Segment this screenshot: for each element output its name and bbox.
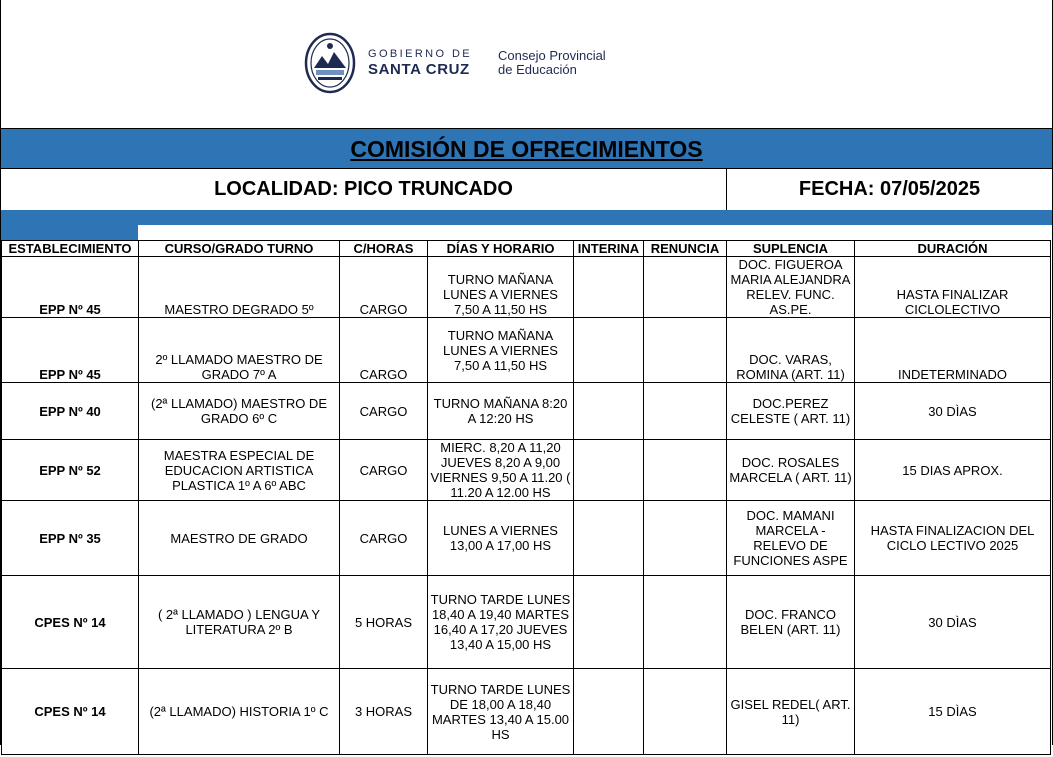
cell-suplencia[interactable]: DOC. ROSALES MARCELA ( ART. 11): [727, 440, 855, 501]
cell-duracion[interactable]: 30 DÌAS: [855, 576, 1051, 669]
table-row: [2, 576, 1051, 669]
council-wordmark: [498, 49, 606, 77]
cell-establecimiento[interactable]: EPP Nº 52: [2, 440, 139, 501]
cell-duracion[interactable]: 30 DÌAS: [855, 383, 1051, 440]
location-cell[interactable]: [1, 169, 727, 210]
cell-horario[interactable]: MIERC. 8,20 A 11,20 JUEVES 8,20 A 9,00 VIERNES 9,50 A 11.20 ( 11.20 A 12.00 HS: [428, 440, 574, 501]
cpe-line2: de Educación: [498, 62, 577, 77]
column-header[interactable]: INTERINA: [574, 241, 644, 257]
government-wordmark: [368, 48, 472, 78]
cell-horas[interactable]: CARGO: [340, 440, 428, 501]
table-row: [2, 669, 1051, 755]
cell-renuncia[interactable]: [644, 383, 727, 440]
cell-horario[interactable]: TURNO MAÑANA LUNES A VIERNES 7,50 A 11,50 HS: [428, 318, 574, 383]
cell-horas[interactable]: CARGO: [340, 318, 428, 383]
letterhead: [1, 0, 1052, 128]
cell-horario[interactable]: TURNO TARDE LUNES DE 18,00 A 18,40 MARTES 13,40 A 15.00 HS: [428, 669, 574, 755]
column-header[interactable]: DÍAS Y HORARIO: [428, 241, 574, 257]
cell-interina[interactable]: [574, 576, 644, 669]
cell-curso[interactable]: MAESTRA ESPECIAL DE EDUCACION ARTISTICA PLASTICA 1º A 6º ABC: [139, 440, 340, 501]
cell-suplencia[interactable]: DOC. VARAS, ROMINA (ART. 11): [727, 318, 855, 383]
cell-interina[interactable]: [574, 257, 644, 318]
province-crest-icon: [304, 32, 356, 94]
cell-suplencia[interactable]: DOC. FIGUEROA MARIA ALEJANDRA RELEV. FUNC. AS.PE.: [727, 257, 855, 318]
cell-duracion[interactable]: HASTA FINALIZACION DEL CICLO LECTIVO 2025: [855, 501, 1051, 576]
table-row: [2, 383, 1051, 440]
cell-duracion[interactable]: HASTA FINALIZAR CICLOLECTIVO: [855, 257, 1051, 318]
cell-renuncia[interactable]: [644, 501, 727, 576]
cell-suplencia[interactable]: DOC. FRANCO BELEN (ART. 11): [727, 576, 855, 669]
cell-suplencia[interactable]: GISEL REDEL( ART. 11): [727, 669, 855, 755]
cell-interina[interactable]: [574, 318, 644, 383]
cell-renuncia[interactable]: [644, 318, 727, 383]
cell-curso[interactable]: MAESTRO DEGRADO 5º: [139, 257, 340, 318]
title-band: [1, 128, 1052, 169]
cell-horario[interactable]: TURNO TARDE LUNES 18,40 A 19,40 MARTES 16,40 A 17,20 JUEVES 13,40 A 15,00 HS: [428, 576, 574, 669]
location-date-row: [1, 168, 1052, 211]
offers-table: [1, 240, 1051, 755]
date-label: FECHA: 07/05/2025: [798, 178, 981, 200]
table-row: [2, 440, 1051, 501]
cell-interina[interactable]: [574, 501, 644, 576]
cell-horas[interactable]: CARGO: [340, 383, 428, 440]
column-header[interactable]: C/HORAS: [340, 241, 428, 257]
cell-suplencia[interactable]: DOC.PEREZ CELESTE ( ART. 11): [727, 383, 855, 440]
column-header[interactable]: SUPLENCIA: [727, 241, 855, 257]
page-title: COMISIÓN DE OFRECIMIENTOS: [350, 135, 703, 162]
blue-separator-band: [1, 210, 1052, 225]
cell-renuncia[interactable]: [644, 257, 727, 318]
sub-separator-band: [1, 225, 1052, 240]
cell-curso[interactable]: (2ª LLAMADO) MAESTRO DE GRADO 6º C: [139, 383, 340, 440]
gov-line2: SANTA CRUZ: [368, 61, 470, 78]
cell-suplencia[interactable]: DOC. MAMANI MARCELA - RELEVO DE FUNCIONES ASPE: [727, 501, 855, 576]
gov-line1: GOBIERNO DE: [368, 48, 473, 60]
cell-curso[interactable]: ( 2ª LLAMADO ) LENGUA Y LITERATURA 2º B: [139, 576, 340, 669]
cell-horario[interactable]: TURNO MAÑANA LUNES A VIERNES 7,50 A 11,50 HS: [428, 257, 574, 318]
cpe-line1: Consejo Provincial: [498, 48, 606, 63]
cell-renuncia[interactable]: [644, 669, 727, 755]
column-header[interactable]: RENUNCIA: [644, 241, 727, 257]
column-header[interactable]: CURSO/GRADO TURNO: [139, 241, 340, 257]
date-cell[interactable]: [727, 169, 1052, 210]
cell-establecimiento[interactable]: EPP Nº 35: [2, 501, 139, 576]
cell-duracion[interactable]: 15 DIAS APROX.: [855, 440, 1051, 501]
sub-separator-blue-cell: [1, 225, 138, 240]
column-header[interactable]: ESTABLECIMIENTO: [2, 241, 139, 257]
cell-horas[interactable]: CARGO: [340, 257, 428, 318]
cell-duracion[interactable]: INDETERMINADO: [855, 318, 1051, 383]
cell-renuncia[interactable]: [644, 440, 727, 501]
table-row: [2, 501, 1051, 576]
cell-horas[interactable]: 3 HORAS: [340, 669, 428, 755]
cell-horario[interactable]: TURNO MAÑANA 8:20 A 12:20 HS: [428, 383, 574, 440]
table-row: [2, 257, 1051, 318]
cell-establecimiento[interactable]: EPP Nº 45: [2, 318, 139, 383]
location-label: LOCALIDAD: PICO TRUNCADO: [214, 178, 513, 200]
cell-renuncia[interactable]: [644, 576, 727, 669]
cell-interina[interactable]: [574, 440, 644, 501]
cell-establecimiento[interactable]: CPES Nº 14: [2, 669, 139, 755]
column-header[interactable]: DURACIÓN: [855, 241, 1051, 257]
government-logo: [304, 32, 606, 94]
cell-establecimiento[interactable]: CPES Nº 14: [2, 576, 139, 669]
cell-curso[interactable]: (2ª LLAMADO) HISTORIA 1º C: [139, 669, 340, 755]
cell-establecimiento[interactable]: EPP Nº 45: [2, 257, 139, 318]
cell-establecimiento[interactable]: EPP Nº 40: [2, 383, 139, 440]
cell-interina[interactable]: [574, 669, 644, 755]
cell-horas[interactable]: 5 HORAS: [340, 576, 428, 669]
cell-horario[interactable]: LUNES A VIERNES 13,00 A 17,00 HS: [428, 501, 574, 576]
table-row: [2, 318, 1051, 383]
cell-curso[interactable]: 2º LLAMADO MAESTRO DE GRADO 7º A: [139, 318, 340, 383]
cell-horas[interactable]: CARGO: [340, 501, 428, 576]
cell-duracion[interactable]: 15 DÌAS: [855, 669, 1051, 755]
cell-curso[interactable]: MAESTRO DE GRADO: [139, 501, 340, 576]
cell-interina[interactable]: [574, 383, 644, 440]
table-header-row: [2, 241, 1051, 257]
